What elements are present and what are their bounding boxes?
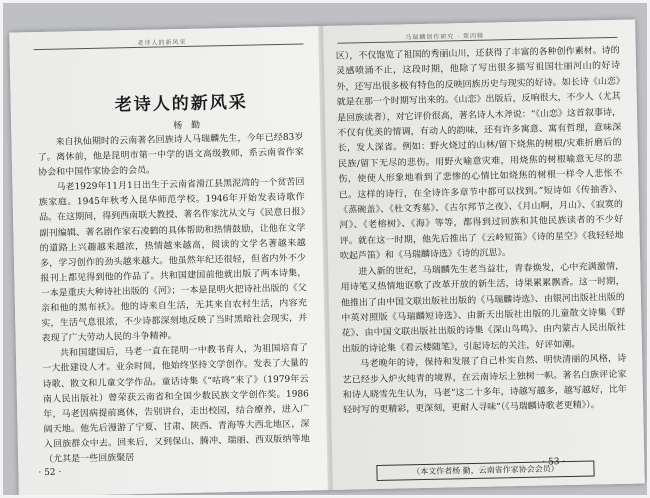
article-title: 老诗人的新风采 bbox=[114, 92, 248, 116]
author-byline-box: （本文作者杨 勤，云南省作家协会会员） bbox=[376, 460, 594, 481]
author-name: 杨 勤 bbox=[173, 120, 204, 132]
paragraph: 进入新的世纪，马瑞麟先生老当益壮，青春焕发，心中充满激情，用诗笔又热情地讴歌了改革开放的新生活，诗果累累飘香。这一时期，他推出了由中国文联出版社出版的《马瑞麟诗选》、由银河出版社出版的中英对照版《马瑞麟短诗选》、由新天出版社出版的儿童散文诗集《野花》、由中国文联出版社出版的诗集《深山鸟鸣》、由内蒙古人民出版社出版的诗论集《看云楼随笔》，引起诗坛的关注，好评如潮。 bbox=[340, 261, 626, 355]
paragraph: 马老1929年11月1日出生于云南省滑江县黑泥湾的一个贫苦回族家庭。1945年秋考入昆华师范学校。1946年开始发表诗歌作品。在这期间，得到西南联大教授、著名作家沈从文与《民意日报》副刊编辑、著名剧作家石凌鹤的具体帮助和热情鼓励，让他在文学的道路上兴趣越来越浓，热情越来越高，阅读的文学名著越来越多，学习创作的劲头越来越大。他虽然年纪还很轻，但省内外不少报刊上都见得到他的作品了。共和国建国前他就出版了两本诗集，一本是重庆大种诗社出版的《河》；一本是昆明火把诗社出版的《父亲和他的黑布袄》。他的诗来自生活，无其来自农村生活，内容充实，生活气息很浓，不少诗都深刻地反映了当时黑暗社会现实，并表现了广大劳动人民的斗争精神。 bbox=[38, 177, 308, 345]
paragraph: 区），不仅饱览了祖国的秀丽山川，还获得了丰富的各种创作素材。诗的灵感喷涌不止，这段时期，他除了写出很多描写祖国壮丽河山的好诗外，还写出很多极有特色的反映回族历史与现实的好诗。如长诗《山恋》就是在那一个时期写出来的。《山恋》出版后，反响很大，不少人（尤其是回族读者），对它评价很高，著名诗人木斧说：“《山恋》这首叙事诗，不仅有优美的情调，有动人的韵味，还有许多寓意、寓有哲理，意味深长，发人深省。例如：野火烧过的山林/留下烧焦的树根/灾难折磨后的民族/留下无尽的悲伤。用野火喻意灾难，用烧焦的树根喻意无尽的悲伤，使使人形象地看到了悲惨的心情比如烧焦的树根一样令人悲怅不已。这样的诗行，在全诗许多章节中都可以找到。”短诗如《传抽香》、《蒸碗盖》、《杜文秀墓》、《古尔邦节之夜》、《月山啊，月山》、《寂寞的河》、《老榕树》、《海》等等，都得到过回族和其他民族读者的不少好评。就在这一时期，他先后推出了《云岭短笛》《诗的星空》《我轻轻地吹起芦笛》和《马瑞麟诗选》《诗的沉思》。 bbox=[335, 45, 624, 263]
page-number-left: · 52 · bbox=[38, 467, 62, 479]
page-number-right: · 53 · bbox=[542, 457, 566, 468]
paragraph: 马老晚年的诗，保持和发展了自己朴实自然、明快清丽的风格，诗艺已经步入炉火纯青的境界，在云南诗坛上独树一帜。著名白族评论家和诗人晓雪先生认为，马老“这二十多年，诗越写越多，越写越好，比年轻时写的更精彩，更深刻，更耐人寻味”（《马瑞麟诗歌老更精》）。 bbox=[342, 353, 627, 417]
running-head-left: 老诗人的新风采 bbox=[137, 38, 187, 47]
running-head-right: 马瑞麟创作研究 · 第四辑 bbox=[405, 32, 485, 42]
paragraph: 共和国建国后，马老一直在昆明一中教书育人，为祖国培育了一大批建设人才。业余时间，他始终坚持文学创作。发表了大量的诗歌、散文和儿童文学作品。童话诗集《“咕咚”来了》（1979年云南人民出版社）曾荣获云南省和全国少数民族文学创作奖。1986年，马老因病提前离休，告别讲台，走出校园，结合療养，进入广阔天地。他先后漫游了宁夏、甘肃、陕西、青海等大西北地区，深入回族群众中去。回来后，又到保山、腾冲、瑞丽、西双版纳等地（尤其是一些回族聚居 bbox=[42, 343, 310, 465]
paragraph: 来自执仙期时的云南著名回族诗人马瑞麟先生，今年已经83岁了。离休前，他是昆明市第一中学的语文高级教师，系云南省作家协会和中国作家协会的会员。 bbox=[37, 132, 304, 179]
